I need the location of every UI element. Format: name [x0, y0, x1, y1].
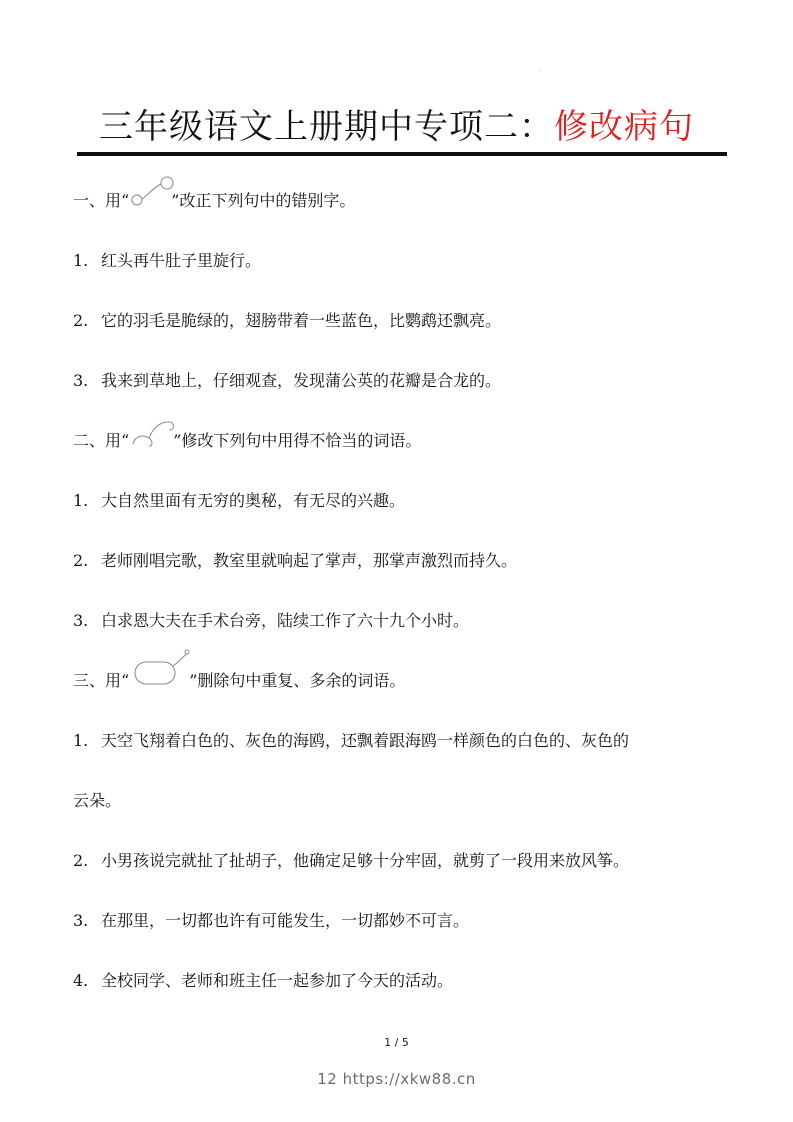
item-number: 4.: [73, 971, 89, 990]
item-text: 在那里，一切都也许有可能发生，一切都妙不可言。: [101, 911, 470, 930]
list-item: [73, 730, 629, 752]
section-heading-2: [73, 430, 421, 452]
list-item: [73, 970, 453, 992]
item-number: 3.: [73, 371, 89, 390]
typo-correction-symbol-graphic: [129, 170, 177, 210]
item-text: 小男孩说完就扯了扯胡子，他确定足够十分牢固，就剪了一段用来放风筝。: [101, 851, 630, 870]
title-accent: 修改病句: [554, 107, 694, 147]
delete-symbol-icon: [129, 670, 189, 692]
section-1-suffix: ”改正下列句中的错别字。: [171, 191, 356, 210]
item-number: 3.: [73, 911, 89, 930]
list-item: [73, 310, 501, 332]
item-text: 老师刚唱完歌，教室里就响起了掌声，那掌声激烈而持久。: [101, 551, 518, 570]
watermark-url: 12 https://xkw88.cn: [317, 1070, 476, 1088]
item-number: 1.: [73, 491, 89, 510]
typo-correction-symbol-icon: [129, 190, 171, 212]
word-replace-symbol-icon: [129, 430, 173, 452]
section-3-prefix: 三、用“: [73, 671, 130, 690]
section-3-suffix: ”删除句中重复、多余的词语。: [189, 671, 406, 690]
item-number: 2.: [73, 311, 89, 330]
item-text: 全校同学、老师和班主任一起参加了今天的活动。: [101, 971, 454, 990]
list-item: [73, 490, 405, 512]
item-text-continuation: 云朵。: [73, 791, 122, 810]
title-underline: [77, 152, 727, 156]
item-number: 3.: [73, 611, 89, 630]
section-heading-1: [73, 190, 355, 212]
item-number: 1.: [73, 251, 89, 270]
list-item: [73, 610, 469, 632]
page-number: 1 / 5: [384, 1036, 409, 1049]
item-text: 天空飞翔着白色的、灰色的海鸥，还飘着跟海鸥一样颜色的白色的、灰色的: [101, 731, 630, 750]
word-replace-symbol-graphic: [129, 408, 177, 448]
item-number: 2.: [73, 851, 89, 870]
item-text: 红头再牛肚子里旋行。: [101, 251, 262, 270]
list-item: [73, 250, 261, 272]
list-item: [73, 850, 629, 872]
scan-speck: ·: [538, 66, 541, 75]
item-number: 1.: [73, 731, 89, 750]
item-text: 我来到草地上，仔细观查，发现蒲公英的花瓣是合龙的。: [101, 371, 502, 390]
section-2-prefix: 二、用“: [73, 431, 130, 450]
item-text: 大自然里面有无穷的奥秘，有无尽的兴趣。: [101, 491, 406, 510]
item-text: 它的羽毛是脆绿的，翅膀带着一些蓝色，比鹦鹉还飘亮。: [101, 311, 502, 330]
title-main: 三年级语文上册期中专项二：: [99, 107, 554, 147]
item-text: 白求恩大夫在手术台旁，陆续工作了六十九个小时。: [101, 611, 470, 630]
list-item-continuation: [73, 790, 121, 812]
list-item: [73, 910, 469, 932]
item-number: 2.: [73, 551, 89, 570]
list-item: [73, 550, 517, 572]
section-1-prefix: 一、用“: [73, 191, 130, 210]
delete-symbol-graphic: [129, 646, 195, 690]
section-2-suffix: ”修改下列句中用得不恰当的词语。: [173, 431, 422, 450]
section-heading-3: [73, 670, 405, 692]
page-title: [0, 104, 793, 150]
list-item: [73, 370, 501, 392]
